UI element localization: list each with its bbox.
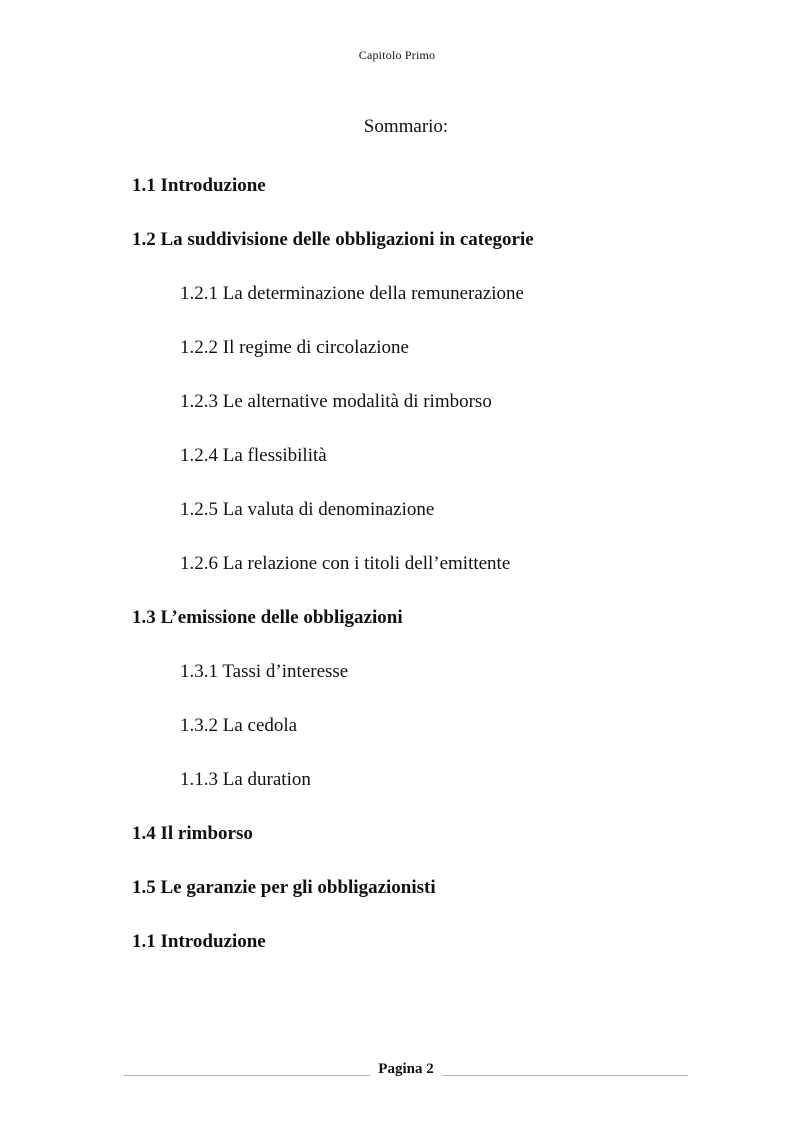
toc-entry-section: 1.2 La suddivisione delle obbligazioni in categorie [132, 229, 534, 250]
toc-entry-section: 1.1 Introduzione [132, 931, 266, 952]
table-of-contents [0, 170, 794, 980]
toc-entry-section: 1.4 Il rimborso [132, 823, 253, 844]
running-header: Capitolo Primo [358, 48, 436, 62]
toc-entry-subsection: 1.3.2 La cedola [180, 715, 298, 736]
toc-entry-section: 1.3 L’emissione delle obbligazioni [132, 607, 403, 628]
toc-entry-subsection: 1.2.3 Le alternative modalità di rimborso [180, 391, 492, 412]
page-footer [124, 1058, 688, 1078]
toc-entry-subsection: 1.2.4 La flessibilità [180, 445, 327, 466]
footer-rule-left [124, 1075, 370, 1076]
toc-entry-subsection: 1.2.1 La determinazione della remunerazione [180, 283, 524, 304]
toc-entry-section: 1.5 Le garanzie per gli obbligazionisti [132, 877, 436, 898]
toc-entry-subsection: 1.3.1 Tassi d’interesse [180, 661, 349, 682]
toc-entry-subsection: 1.2.6 La relazione con i titoli dell’emittente [180, 553, 511, 574]
toc-entry-subsection: 1.2.2 Il regime di circolazione [180, 337, 409, 358]
footer-rule-right [442, 1075, 688, 1076]
toc-entry-subsection: 1.2.5 La valuta di denominazione [180, 499, 435, 520]
summary-title: Sommario: [363, 116, 449, 137]
page-number: Pagina 2 [378, 1061, 434, 1077]
toc-entry-section: 1.1 Introduzione [132, 175, 266, 196]
toc-entry-subsection: 1.1.3 La duration [180, 769, 311, 790]
